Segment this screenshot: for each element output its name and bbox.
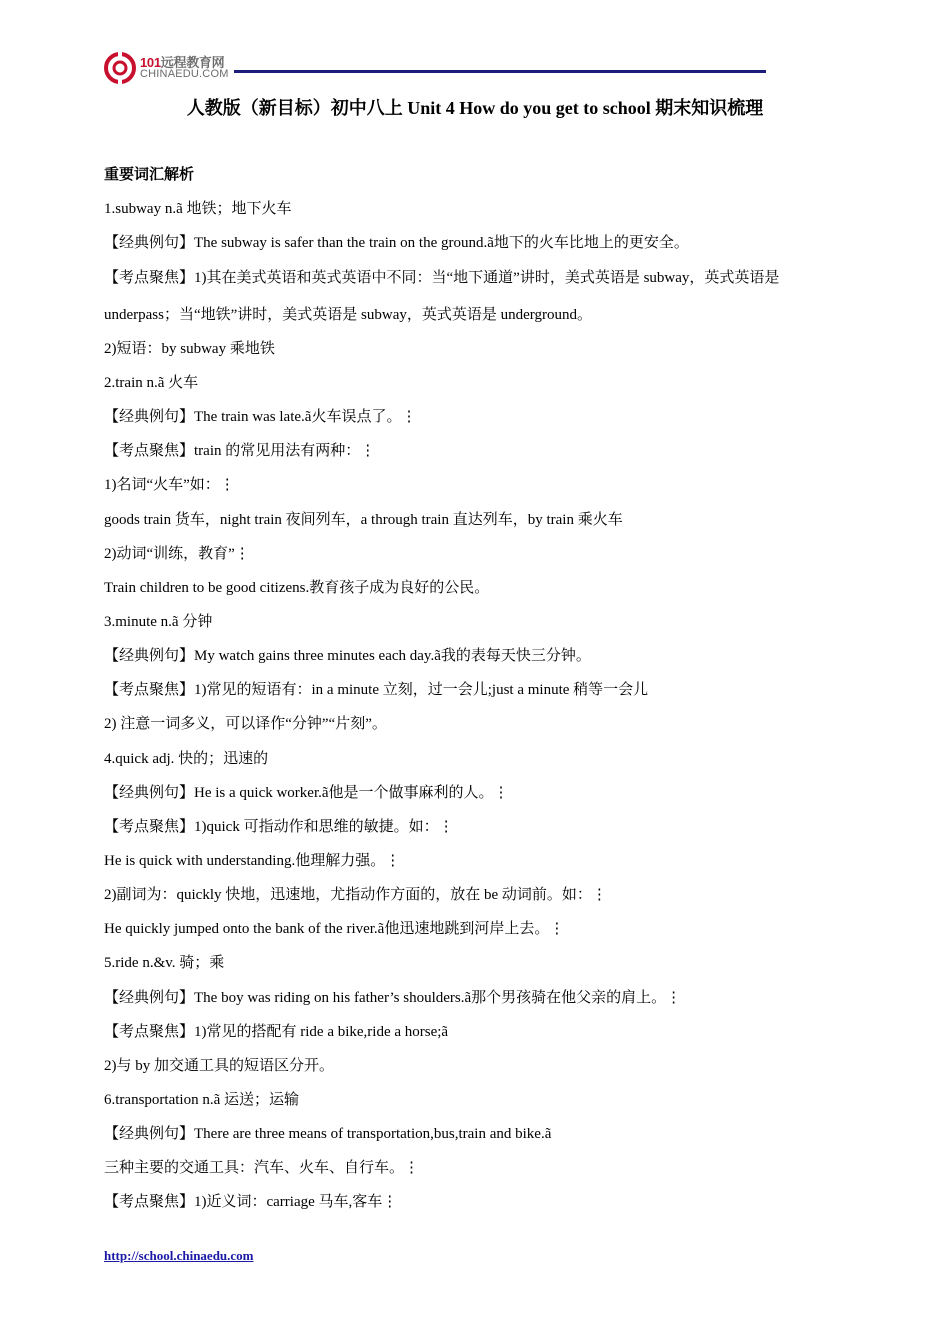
text-line: 【考点聚焦】1)其在美式英语和英式英语中不同：当“地下通道”讲时，美式英语是 subway，英式英语是 <box>104 270 780 286</box>
text-line: 1)名词“火车”如：⋮ <box>104 477 235 493</box>
text-line: 2)副词为：quickly 快地，迅速地，尤指动作方面的，放在 be 动词前。如：⋮ <box>104 887 607 903</box>
text-line: 【经典例句】The subway is safer than the train on the ground.ã地下的火车比地上的更安全。 <box>104 235 689 251</box>
text-line: 2.train n.ã 火车 <box>104 375 199 391</box>
text-line: 2)与 by 加交通工具的短语区分开。 <box>104 1058 334 1074</box>
text-line: He quickly jumped onto the bank of the river.ã他迅速地跳到河岸上去。⋮ <box>104 921 565 937</box>
text-line: 三种主要的交通工具：汽车、火车、自行车。⋮ <box>104 1160 420 1176</box>
header-divider <box>234 70 766 73</box>
text-line: 【考点聚焦】1)quick 可指动作和思维的敏捷。如：⋮ <box>104 819 454 835</box>
text-line: 4.quick adj. 快的；迅速的 <box>104 751 269 767</box>
section-heading: 重要词汇解析 <box>104 167 195 183</box>
text-line: 2)短语：by subway 乘地铁 <box>104 341 275 357</box>
logo-domain: CHINAEDU.COM <box>140 68 229 80</box>
text-line: 【考点聚焦】1)常见的短语有：in a minute 立刻，过一会儿;just a minute 稍等一会儿 <box>104 682 649 698</box>
text-line: goods train 货车，night train 夜间列车，a through train 直达列车，by train 乘火车 <box>104 512 623 528</box>
document-title: 人教版（新目标）初中八上 Unit 4 How do you get to school 期末知识梳理 <box>186 98 764 118</box>
text-line: 【考点聚焦】1)常见的搭配有 ride a bike,ride a horse;ã <box>104 1024 449 1040</box>
logo-number: 101 <box>140 55 161 70</box>
text-line: 1.subway n.ã 地铁；地下火车 <box>104 201 292 217</box>
text-line: underpass；当“地铁”讲时，美式英语是 subway，英式英语是 underground。 <box>104 307 593 323</box>
text-line: 2)动词“训练，教育”⋮ <box>104 546 250 562</box>
text-line: 【考点聚焦】train 的常见用法有两种：⋮ <box>104 443 376 459</box>
text-line: 【经典例句】The train was late.ã火车误点了。⋮ <box>104 409 417 425</box>
chinaedu-logo-icon <box>104 52 136 84</box>
text-line: 2) 注意一词多义，可以译作“分钟”“片刻”。 <box>104 716 387 732</box>
text-line: 【经典例句】My watch gains three minutes each day.ã我的表每天快三分钟。 <box>104 648 591 664</box>
text-line: 6.transportation n.ã 运送；运输 <box>104 1092 299 1108</box>
text-line: 3.minute n.ã 分钟 <box>104 614 213 630</box>
text-line: 【经典例句】There are three means of transportation,bus,train and bike.ã <box>104 1126 552 1142</box>
logo-cn-name: 远程教育网 <box>160 55 225 70</box>
page-header <box>104 50 766 86</box>
text-line: He is quick with understanding.他理解力强。⋮ <box>104 853 401 869</box>
text-line: 【考点聚焦】1)近义词：carriage 马车,客车⋮ <box>104 1194 398 1210</box>
text-line: 5.ride n.&v. 骑；乘 <box>104 955 225 971</box>
text-line: 【经典例句】The boy was riding on his father’s shoulders.ã那个男孩骑在他父亲的肩上。⋮ <box>104 990 682 1006</box>
text-line: 【经典例句】He is a quick worker.ã他是一个做事麻利的人。⋮ <box>104 785 509 801</box>
text-line: Train children to be good citizens.教育孩子成为良好的公民。 <box>104 580 490 596</box>
footer-link[interactable]: http://school.chinaedu.com <box>104 1248 254 1263</box>
